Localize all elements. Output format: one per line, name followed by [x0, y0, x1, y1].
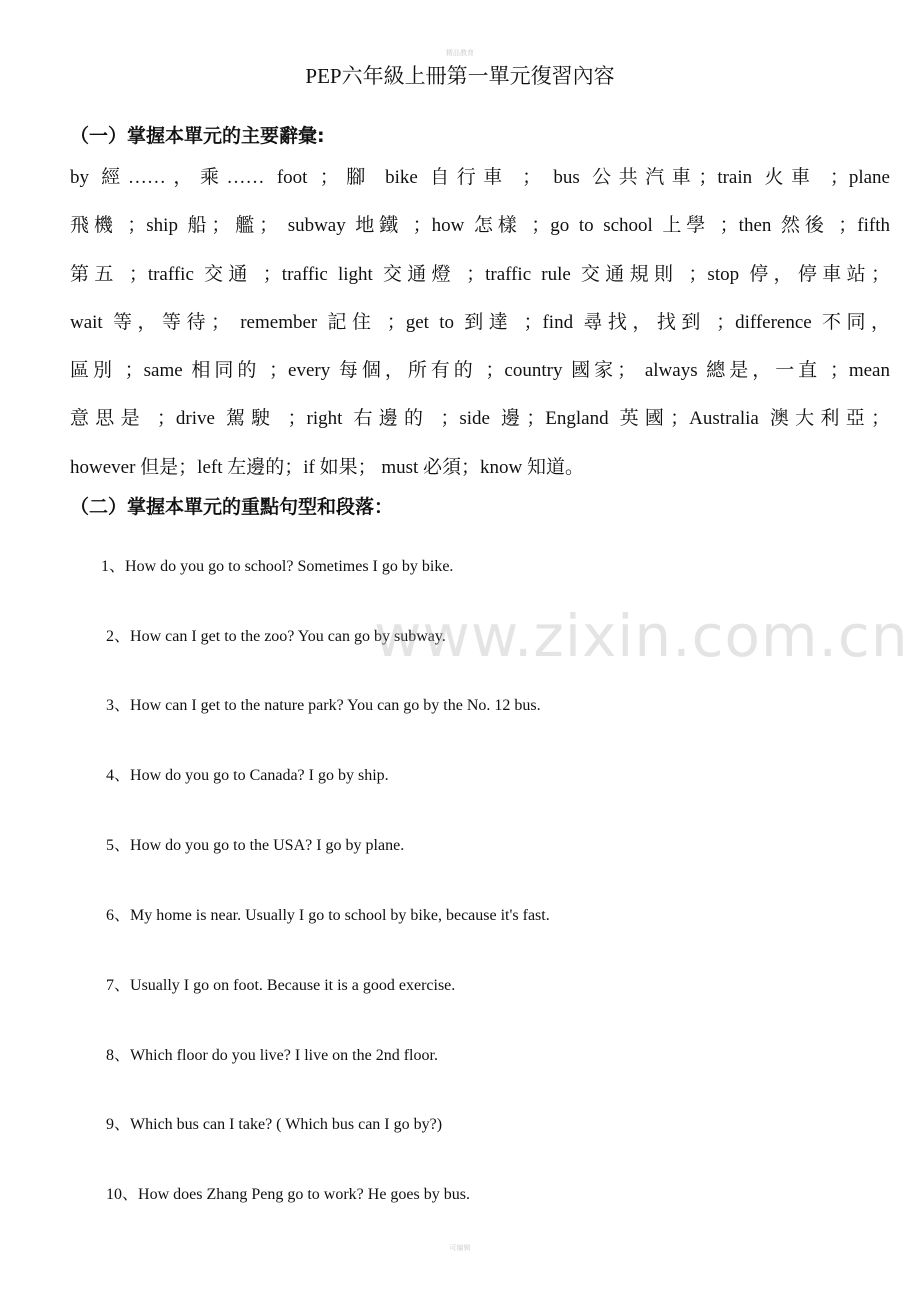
- section-heading-sentences: （二）掌握本單元的重點句型和段落：: [70, 496, 394, 518]
- sentence-number: 1、: [101, 558, 126, 575]
- section-heading-vocabulary: （一）掌握本單元的主要辭彙:: [70, 125, 325, 147]
- sentence-text: Usually I go on foot. Because it is a good exercise.: [130, 977, 456, 994]
- vocab-line: 意思是 ；drive 駕駛 ；right 右邊的 ；side 邊；England 英國；Australia 澳大利亞；: [70, 408, 890, 430]
- vocab-line: however 但是；left 左邊的；if 如果； must 必須；know 知道。: [70, 456, 585, 478]
- sentence-text: Which bus can I take? ( Which bus can I go by?): [130, 1116, 443, 1133]
- sentence-number: 6、: [106, 907, 131, 924]
- sentence-number: 3、: [106, 697, 131, 714]
- sentence-item: [106, 1114, 442, 1136]
- sentence-number: 4、: [106, 767, 131, 784]
- sentence-number: 9、: [106, 1116, 131, 1133]
- vocab-line: 飛機 ；ship 船；艦； subway 地鐵 ；how 怎樣 ；go to school 上學 ；then 然後 ；fifth: [70, 215, 890, 237]
- sentence-item: [106, 695, 541, 717]
- sentence-number: 7、: [106, 977, 131, 994]
- sentence-item: [106, 905, 550, 927]
- sentence-item: [101, 556, 453, 578]
- sentence-item: [106, 975, 455, 997]
- sentence-text: How do you go to Canada? I go by ship.: [130, 767, 389, 784]
- sentence-number: 10、: [106, 1186, 139, 1203]
- sentence-text: How can I get to the zoo? You can go by subway.: [130, 628, 446, 645]
- sentence-item: [106, 1184, 470, 1206]
- sentence-number: 2、: [106, 628, 131, 645]
- sentence-item: [106, 765, 389, 787]
- vocab-line: by 經……，乘…… foot ；腳 bike 自行車 ； bus 公共汽車；train 火車 ；plane: [70, 167, 890, 188]
- sentence-text: How do you go to school? Sometimes I go by bike.: [125, 558, 454, 575]
- sentence-text: How does Zhang Peng go to work? He goes by bus.: [138, 1186, 470, 1203]
- vocabulary-paragraph: [70, 154, 890, 492]
- sentence-text: How do you go to the USA? I go by plane.: [130, 837, 405, 854]
- sentence-item: [106, 626, 446, 648]
- sentence-item: [106, 835, 404, 857]
- sentence-number: 5、: [106, 837, 131, 854]
- sentence-text: How can I get to the nature park? You can go by the No. 12 bus.: [130, 697, 541, 714]
- sentence-text: Which floor do you live? I live on the 2nd floor.: [130, 1047, 438, 1064]
- sentence-item: [106, 1045, 438, 1067]
- footer-mark: 可编辑: [449, 1244, 471, 1252]
- vocab-line: 區別 ；same 相同的 ；every 每個，所有的 ；country 國家； always 總是，一直 ；mean: [70, 360, 890, 382]
- header-mark: 精品教育: [446, 49, 474, 57]
- vocab-line: wait 等，等待； remember 記住 ；get to 到達 ；find 尋找，找到 ；difference 不同，: [70, 311, 890, 333]
- sentence-text: My home is near. Usually I go to school by bike, because it's fast.: [130, 907, 550, 924]
- sentence-number: 8、: [106, 1047, 131, 1064]
- vocab-line: 第五 ；traffic 交通 ；traffic light 交通燈 ；traffic rule 交通規則 ；stop 停，停車站；: [70, 263, 890, 285]
- document-title: PEP六年級上冊第一單元復習內容: [305, 64, 615, 88]
- site-watermark: www.zixin.com.cn: [374, 602, 909, 670]
